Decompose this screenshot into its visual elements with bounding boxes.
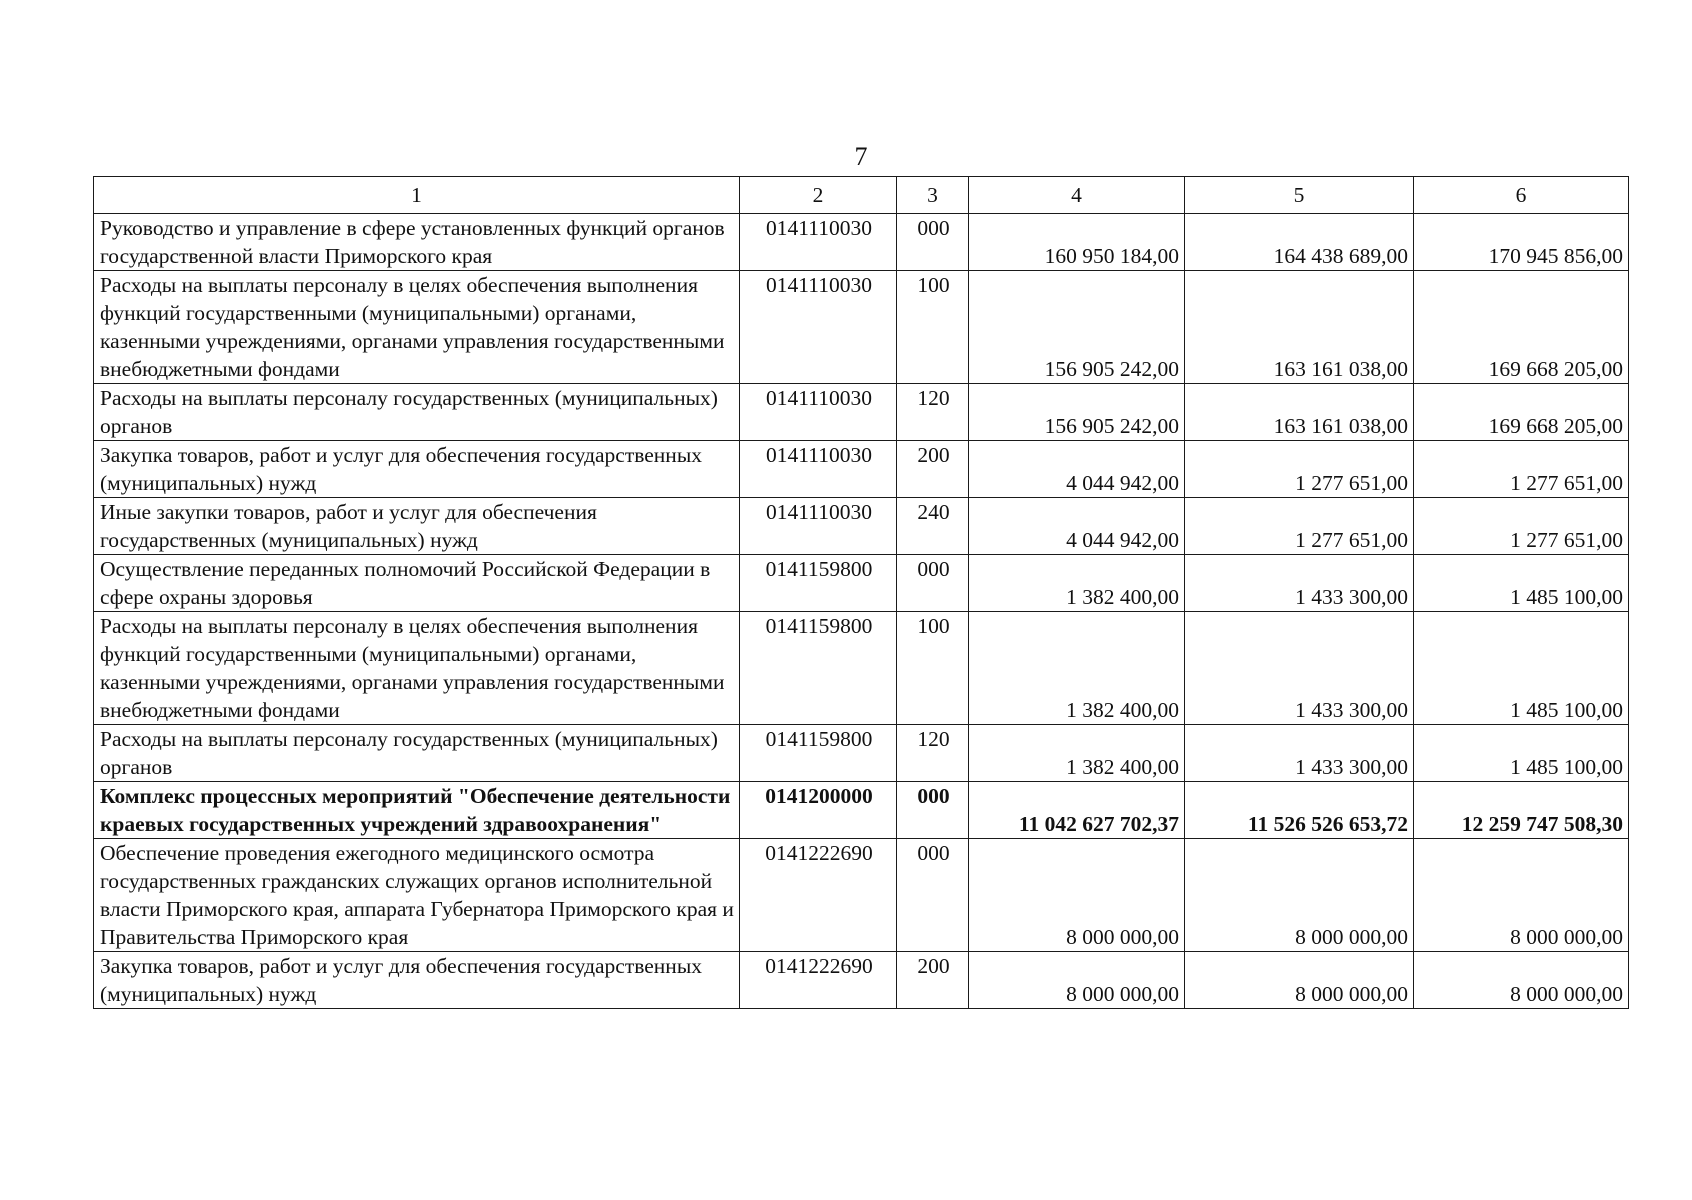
expense-type-code: 100 (897, 271, 969, 384)
amount-year-1: 11 042 627 702,37 (969, 782, 1185, 839)
amount-year-1: 1 382 400,00 (969, 725, 1185, 782)
amount-year-3: 8 000 000,00 (1414, 839, 1629, 952)
amount-year-2: 8 000 000,00 (1185, 952, 1414, 1009)
table-row (94, 555, 1629, 612)
target-article-code: 0141200000 (740, 782, 897, 839)
expense-type-code: 240 (897, 498, 969, 555)
table-row (94, 441, 1629, 498)
item-name: Расходы на выплаты персоналу в целях обеспечения выполнения функций государственными (муниципальными) органами, казенными учреждениями, органами управления государственными внебюджетными фондами (94, 612, 740, 725)
target-article-code: 0141110030 (740, 441, 897, 498)
expense-type-code: 000 (897, 782, 969, 839)
target-article-code: 0141159800 (740, 725, 897, 782)
table-row (94, 214, 1629, 271)
target-article-code: 0141110030 (740, 271, 897, 384)
table-row (94, 612, 1629, 725)
column-header: 5 (1185, 177, 1414, 214)
amount-year-1: 1 382 400,00 (969, 612, 1185, 725)
amount-year-3: 12 259 747 508,30 (1414, 782, 1629, 839)
amount-year-3: 169 668 205,00 (1414, 384, 1629, 441)
amount-year-3: 1 277 651,00 (1414, 498, 1629, 555)
amount-year-2: 1 433 300,00 (1185, 555, 1414, 612)
expense-type-code: 120 (897, 725, 969, 782)
target-article-code: 0141159800 (740, 612, 897, 725)
amount-year-1: 160 950 184,00 (969, 214, 1185, 271)
expense-type-code: 200 (897, 952, 969, 1009)
item-name: Закупка товаров, работ и услуг для обеспечения государственных (муниципальных) нужд (94, 441, 740, 498)
expense-type-code: 100 (897, 612, 969, 725)
item-name: Осуществление переданных полномочий Российской Федерации в сфере охраны здоровья (94, 555, 740, 612)
amount-year-2: 1 277 651,00 (1185, 498, 1414, 555)
column-header: 3 (897, 177, 969, 214)
expense-type-code: 120 (897, 384, 969, 441)
item-name: Расходы на выплаты персоналу в целях обеспечения выполнения функций государственными (муниципальными) органами, казенными учреждениями, органами управления государственными внебюджетными фондами (94, 271, 740, 384)
target-article-code: 0141110030 (740, 384, 897, 441)
table-row (94, 271, 1629, 384)
item-name: Обеспечение проведения ежегодного медицинского осмотра государственных гражданских служащих органов исполнительной власти Приморского края, аппарата Губернатора Приморского края и Правительства Приморского края (94, 839, 740, 952)
amount-year-1: 4 044 942,00 (969, 498, 1185, 555)
table-row (94, 952, 1629, 1009)
table-row (94, 839, 1629, 952)
amount-year-2: 163 161 038,00 (1185, 271, 1414, 384)
target-article-code: 0141110030 (740, 498, 897, 555)
target-article-code: 0141110030 (740, 214, 897, 271)
budget-table (93, 176, 1629, 1009)
amount-year-3: 170 945 856,00 (1414, 214, 1629, 271)
amount-year-2: 8 000 000,00 (1185, 839, 1414, 952)
item-name: Руководство и управление в сфере установленных функций органов государственной власти Приморского края (94, 214, 740, 271)
amount-year-3: 8 000 000,00 (1414, 952, 1629, 1009)
amount-year-3: 1 277 651,00 (1414, 441, 1629, 498)
target-article-code: 0141222690 (740, 839, 897, 952)
expense-type-code: 200 (897, 441, 969, 498)
amount-year-1: 156 905 242,00 (969, 384, 1185, 441)
amount-year-3: 1 485 100,00 (1414, 725, 1629, 782)
item-name: Расходы на выплаты персоналу государственных (муниципальных) органов (94, 384, 740, 441)
amount-year-2: 1 277 651,00 (1185, 441, 1414, 498)
item-name: Иные закупки товаров, работ и услуг для обеспечения государственных (муниципальных) нужд (94, 498, 740, 555)
column-header: 4 (969, 177, 1185, 214)
amount-year-2: 163 161 038,00 (1185, 384, 1414, 441)
amount-year-2: 1 433 300,00 (1185, 612, 1414, 725)
amount-year-3: 169 668 205,00 (1414, 271, 1629, 384)
table-row (94, 498, 1629, 555)
target-article-code: 0141159800 (740, 555, 897, 612)
amount-year-1: 4 044 942,00 (969, 441, 1185, 498)
amount-year-1: 8 000 000,00 (969, 839, 1185, 952)
expense-type-code: 000 (897, 555, 969, 612)
item-name: Закупка товаров, работ и услуг для обеспечения государственных (муниципальных) нужд (94, 952, 740, 1009)
item-name: Расходы на выплаты персоналу государственных (муниципальных) органов (94, 725, 740, 782)
column-header: 2 (740, 177, 897, 214)
page-number: 7 (854, 142, 868, 171)
amount-year-3: 1 485 100,00 (1414, 555, 1629, 612)
table-row (94, 384, 1629, 441)
item-name: Комплекс процессных мероприятий "Обеспечение деятельности краевых государственных учреждений здравоохранения" (94, 782, 740, 839)
amount-year-2: 11 526 526 653,72 (1185, 782, 1414, 839)
amount-year-1: 8 000 000,00 (969, 952, 1185, 1009)
amount-year-3: 1 485 100,00 (1414, 612, 1629, 725)
amount-year-2: 1 433 300,00 (1185, 725, 1414, 782)
expense-type-code: 000 (897, 839, 969, 952)
amount-year-1: 156 905 242,00 (969, 271, 1185, 384)
amount-year-1: 1 382 400,00 (969, 555, 1185, 612)
column-header: 1 (94, 177, 740, 214)
table-row (94, 725, 1629, 782)
expense-type-code: 000 (897, 214, 969, 271)
column-header: 6 (1414, 177, 1629, 214)
target-article-code: 0141222690 (740, 952, 897, 1009)
header-row (94, 177, 1629, 214)
amount-year-2: 164 438 689,00 (1185, 214, 1414, 271)
table-row (94, 782, 1629, 839)
